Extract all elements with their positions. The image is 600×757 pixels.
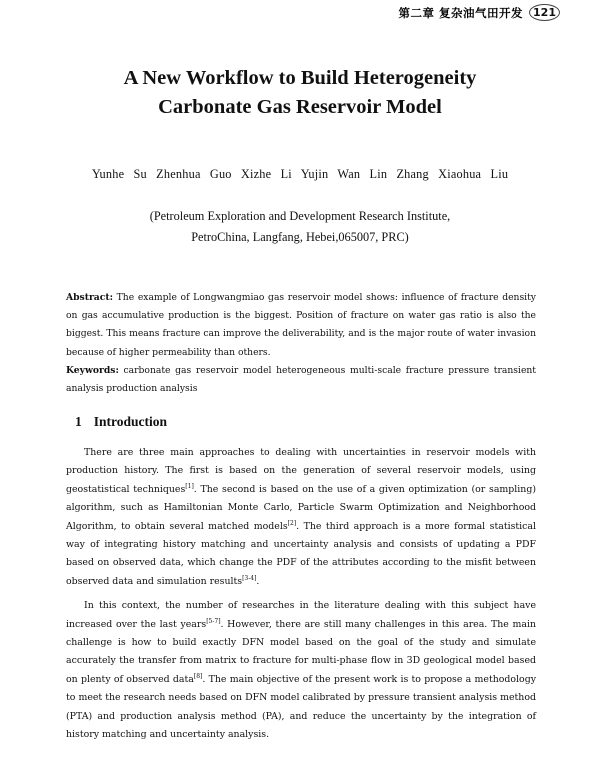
section-number: 1 [75, 414, 82, 429]
body-text [66, 444, 536, 751]
keywords-text: carbonate gas reservoir model heterogeneous multi-scale fracture pressure transient analysis production analysis [66, 364, 536, 395]
abstract-text: The example of Longwangmiao gas reservoir model shows: influence of fracture density on gas accumulative production is the biggest. Position of fracture on water gas ratio is also the biggest. This means fracture can improve the deliverability, and is the major route of water invasion because of higher permeability than others. [66, 292, 536, 358]
paragraph-2-part-b: . However, there are still many challenges in this area. The main challenge is how to build exactly DFN model based on the goal of the study and simulate accurately the transfer from matrix to fracture for multi-phase flow in 3D geological model based on plenty of observed data [66, 618, 536, 685]
page-number: 121 [529, 4, 560, 21]
running-header [399, 4, 560, 21]
keywords-label: Keywords: [66, 364, 119, 376]
paragraph-2 [66, 597, 536, 744]
paragraph-1-part-b: . The second is based on the use of a given optimization (or sampling) algorithm, such as Hamiltonian Monte Carlo, Particle Swarm Optimization and Neighborhood Algorithm, to obtain several matched models [66, 483, 536, 532]
paragraph-2-part-a: In this context, the number of researches in the literature dealing with this subject have increased over the last years [66, 600, 536, 630]
affiliation [0, 206, 600, 248]
paragraph-1-part-c: . The third approach is a more formal statistical way of integrating history matching and uncertainty analysis and consists of updating a PDF based on observed data, which change the PDF of the attributes according to the misfit between observed data and simulation results [66, 520, 536, 587]
citation-3: [3-4] [242, 574, 257, 582]
section-title: Introduction [93, 414, 168, 429]
section-heading [75, 414, 167, 430]
abstract-label: Abstract: [66, 292, 113, 303]
author-list: Yunhe Su Zhenhua Guo Xizhe Li Yujin Wan Lin Zhang Xiaohua Liu [91, 167, 509, 181]
citation-2: [2] [287, 519, 297, 527]
paragraph-1 [66, 444, 536, 591]
affiliation-line-1: (Petroleum Exploration and Development Research Institute, [149, 209, 451, 223]
paper-title [0, 64, 600, 122]
abstract-paragraph [66, 289, 536, 362]
paragraph-1-part-a: There are three main approaches to dealing with uncertainties in reservoir models with production history. The first is based on the generation of several reservoir models, using geostatistical techniques [66, 447, 536, 495]
paragraph-2-part-c: . The main objective of the present work is to propose a methodology to meet the research needs based on DFN model calibrated by pressure transient analysis method (PTA) and production analysis method (PA), and reduce the uncertainty by the integration of history matching and uncertainty analysis. [66, 673, 536, 741]
title-line-1: A New Workflow to Build Heterogeneity [123, 67, 477, 89]
affiliation-line-2: PetroChina, Langfang, Hebei,065007, PRC) [191, 230, 409, 244]
keywords-paragraph [66, 362, 536, 398]
citation-5: [8] [193, 672, 203, 680]
paragraph-1-part-d: . [256, 575, 260, 587]
citation-1: [1] [185, 482, 194, 490]
chapter-header: 第二章 复杂油气田开发 [398, 5, 524, 20]
citation-4: [5-7] [206, 617, 221, 625]
abstract-block [66, 289, 536, 398]
title-line-2: Carbonate Gas Reservoir Model [158, 96, 442, 118]
